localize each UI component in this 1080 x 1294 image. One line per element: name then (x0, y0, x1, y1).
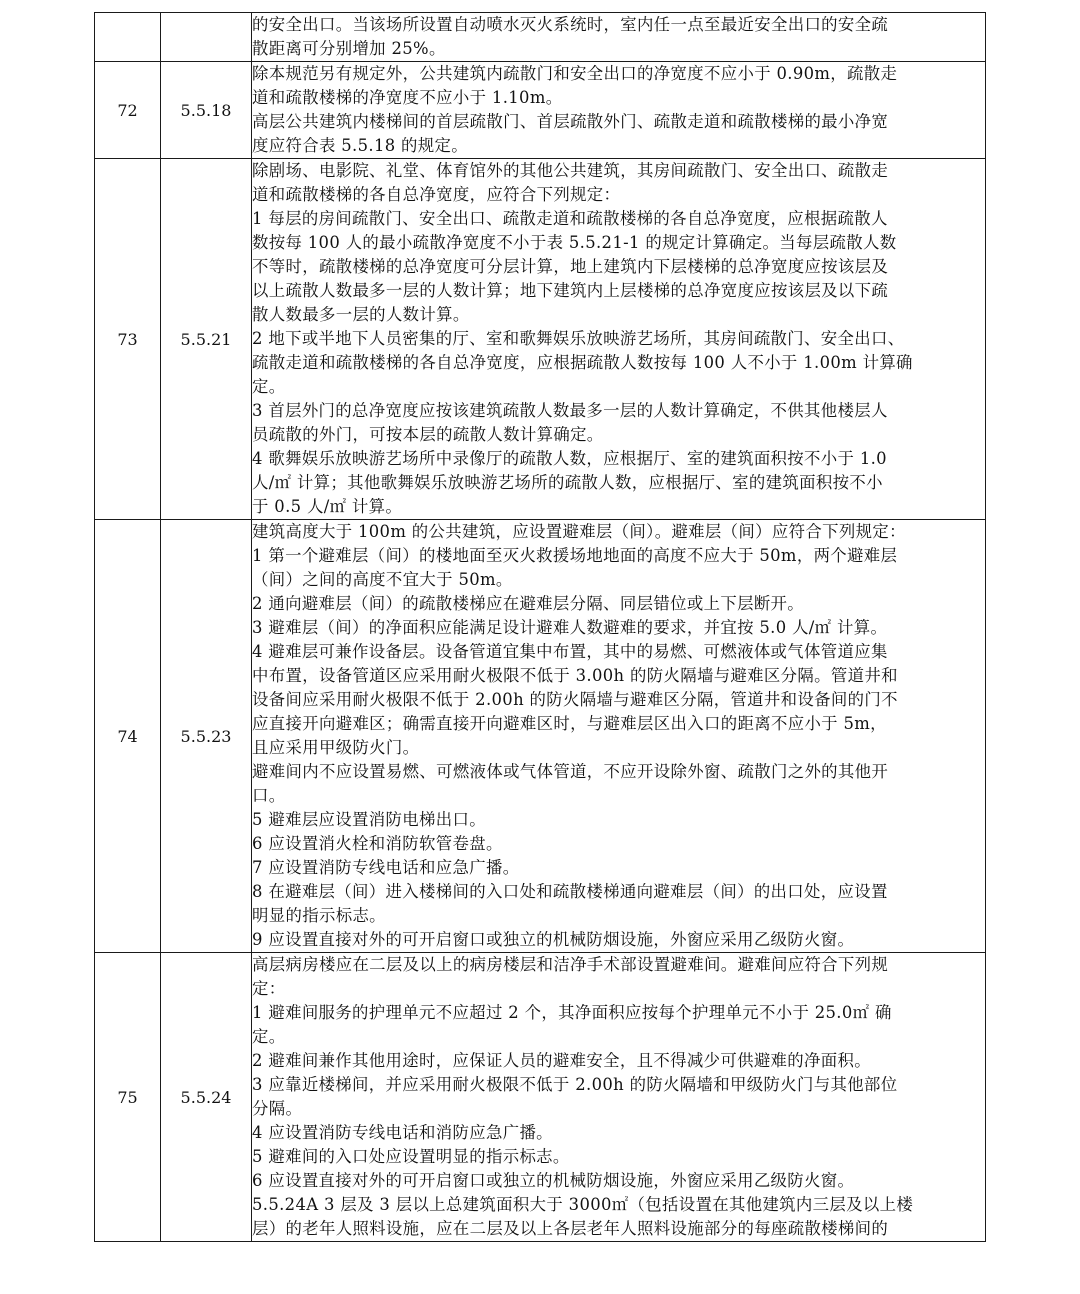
content-line: 定： (252, 979, 286, 998)
content-line: 除剧场、电影院、礼堂、体育馆外的其他公共建筑，其房间疏散门、安全出口、疏散走 (252, 161, 889, 180)
content-line: 且应采用甲级防火门。 (252, 738, 420, 757)
content-line: 4 应设置消防专线电话和消防应急广播。 (252, 1123, 553, 1142)
content-line: 不等时，疏散楼梯的总净宽度可分层计算，地上建筑内下层楼梯的总净宽度应按该层及 (252, 257, 889, 276)
table-row (95, 159, 986, 520)
regulation-table (94, 12, 986, 1242)
content-line: 以上疏散人数最多一层的人数计算；地下建筑内上层楼梯的总净宽度应按该层及以下疏 (252, 281, 889, 300)
content-line: 高层病房楼应在二层及以上的病房楼层和洁净手术部设置避难间。避难间应符合下列规 (252, 955, 889, 974)
content-line: 2 通向避难层（间）的疏散楼梯应在避难层分隔、同层错位或上下层断开。 (252, 594, 805, 613)
content-line: 8 在避难层（间）进入楼梯间的入口处和疏散楼梯通向避难层（间）的出口处，应设置 (252, 882, 888, 901)
content-line: 2 地下或半地下人员密集的厅、室和歌舞娱乐放映游艺场所，其房间疏散门、安全出口、 (252, 329, 905, 348)
item-number-cell: 72 (95, 62, 161, 159)
content-line: 分隔。 (252, 1099, 303, 1118)
content-line: 3 应靠近楼梯间，并应采用耐火极限不低于 2.00h 的防火隔墙和甲级防火门与其他部位 (252, 1075, 898, 1094)
content-line: 中布置，设备管道区应采用耐火极限不低于 3.00h 的防火隔墙与避难区分隔。管道井和 (252, 666, 898, 685)
content-line: 6 应设置直接对外的可开启窗口或独立的机械防烟设施，外窗应采用乙级防火窗。 (252, 1171, 855, 1190)
content-line: 3 首层外门的总净宽度应按该建筑疏散人数最多一层的人数计算确定，不供其他楼层人 (252, 401, 888, 420)
item-number-cell: 73 (95, 159, 161, 520)
content-line: 1 避难间服务的护理单元不应超过 2 个，其净面积应按每个护理单元不小于 25.0㎡ 确 (252, 1003, 892, 1022)
table-row (95, 520, 986, 953)
content-line: 散人数最多一层的人数计算。 (252, 305, 470, 324)
content-line: 6 应设置消火栓和消防软管卷盘。 (252, 834, 503, 853)
content-line: 建筑高度大于 100m 的公共建筑，应设置避难层（间）。避难层（间）应符合下列规定： (252, 522, 906, 541)
content-line: 9 应设置直接对外的可开启窗口或独立的机械防烟设施，外窗应采用乙级防火窗。 (252, 930, 855, 949)
clause-content-cell (252, 13, 986, 62)
content-line: 5 避难层应设置消防电梯出口。 (252, 810, 486, 829)
clause-number-cell: 5.5.21 (161, 159, 252, 520)
content-line: 数按每 100 人的最小疏散净宽度不小于表 5.5.21-1 的规定计算确定。当每层疏散人数 (252, 233, 897, 252)
content-line: 1 每层的房间疏散门、安全出口、疏散走道和疏散楼梯的各自总净宽度，应根据疏散人 (252, 209, 888, 228)
content-line: 高层公共建筑内楼梯间的首层疏散门、首层疏散外门、疏散走道和疏散楼梯的最小净宽 (252, 112, 889, 131)
table-row (95, 13, 986, 62)
clause-content-cell (252, 953, 986, 1242)
content-line: 的安全出口。当该场所设置自动喷水灭火系统时，室内任一点至最近安全出口的安全疏 (252, 15, 889, 34)
item-number-cell: 74 (95, 520, 161, 953)
content-line: 于 0.5 人/㎡ 计算。 (252, 497, 403, 516)
content-line: 除本规范另有规定外，公共建筑内疏散门和安全出口的净宽度不应小于 0.90m，疏散走 (252, 64, 898, 83)
content-line: 避难间内不应设置易燃、可燃液体或气体管道，不应开设除外窗、疏散门之外的其他开 (252, 762, 889, 781)
content-line: 应直接开向避难区；确需直接开向避难区时，与避难层区出入口的距离不应小于 5m， (252, 714, 887, 733)
clause-number-cell: 5.5.24 (161, 953, 252, 1242)
content-line: 定。 (252, 1027, 286, 1046)
content-line: 5 避难间的入口处应设置明显的指示标志。 (252, 1147, 570, 1166)
table-row (95, 953, 986, 1242)
content-line: 定。 (252, 377, 286, 396)
content-line: 2 避难间兼作其他用途时，应保证人员的避难安全，且不得减少可供避难的净面积。 (252, 1051, 871, 1070)
item-number-cell (95, 13, 161, 62)
content-line: 散距离可分别增加 25%。 (252, 39, 446, 58)
clause-number-cell (161, 13, 252, 62)
content-line: 员疏散的外门，可按本层的疏散人数计算确定。 (252, 425, 604, 444)
clause-number-cell: 5.5.23 (161, 520, 252, 953)
content-line: 度应符合表 5.5.18 的规定。 (252, 136, 469, 155)
content-line: 口。 (252, 786, 286, 805)
content-line: 人/㎡ 计算；其他歌舞娱乐放映游艺场所的疏散人数，应根据厅、室的建筑面积按不小 (252, 473, 883, 492)
clause-content-cell (252, 520, 986, 953)
content-line: 道和疏散楼梯的净宽度不应小于 1.10m。 (252, 88, 563, 107)
content-line: 3 避难层（间）的净面积应能满足设计避难人数避难的要求，并宜按 5.0 人/㎡ 计算。 (252, 618, 888, 637)
content-line: 明显的指示标志。 (252, 906, 386, 925)
regulation-table-body (95, 13, 986, 1242)
content-line: 层）的老年人照料设施，应在二层及以上各层老年人照料设施部分的每座疏散楼梯间的 (252, 1219, 889, 1238)
content-line: 4 避难层可兼作设备层。设备管道宜集中布置，其中的易燃、可燃液体或气体管道应集 (252, 642, 888, 661)
content-line: 道和疏散楼梯的各自总净宽度，应符合下列规定： (252, 185, 621, 204)
item-number-cell: 75 (95, 953, 161, 1242)
clause-content-cell (252, 159, 986, 520)
content-line: 疏散走道和疏散楼梯的各自总净宽度，应根据疏散人数按每 100 人不小于 1.00m 计算确 (252, 353, 913, 372)
content-line: （间）之间的高度不宜大于 50m。 (252, 570, 513, 589)
content-line: 设备间应采用耐火极限不低于 2.00h 的防火隔墙与避难区分隔，管道井和设备间的门不 (252, 690, 898, 709)
clause-number-cell: 5.5.18 (161, 62, 252, 159)
content-line: 5.5.24A 3 层及 3 层以上总建筑面积大于 3000㎡（包括设置在其他建筑内三层及以上楼 (252, 1195, 914, 1214)
clause-content-cell (252, 62, 986, 159)
table-row (95, 62, 986, 159)
content-line: 4 歌舞娱乐放映游艺场所中录像厅的疏散人数，应根据厅、室的建筑面积按不小于 1.0 (252, 449, 887, 468)
content-line: 1 第一个避难层（间）的楼地面至灭火救援场地地面的高度不应大于 50m，两个避难层 (252, 546, 898, 565)
content-line: 7 应设置消防专线电话和应急广播。 (252, 858, 520, 877)
